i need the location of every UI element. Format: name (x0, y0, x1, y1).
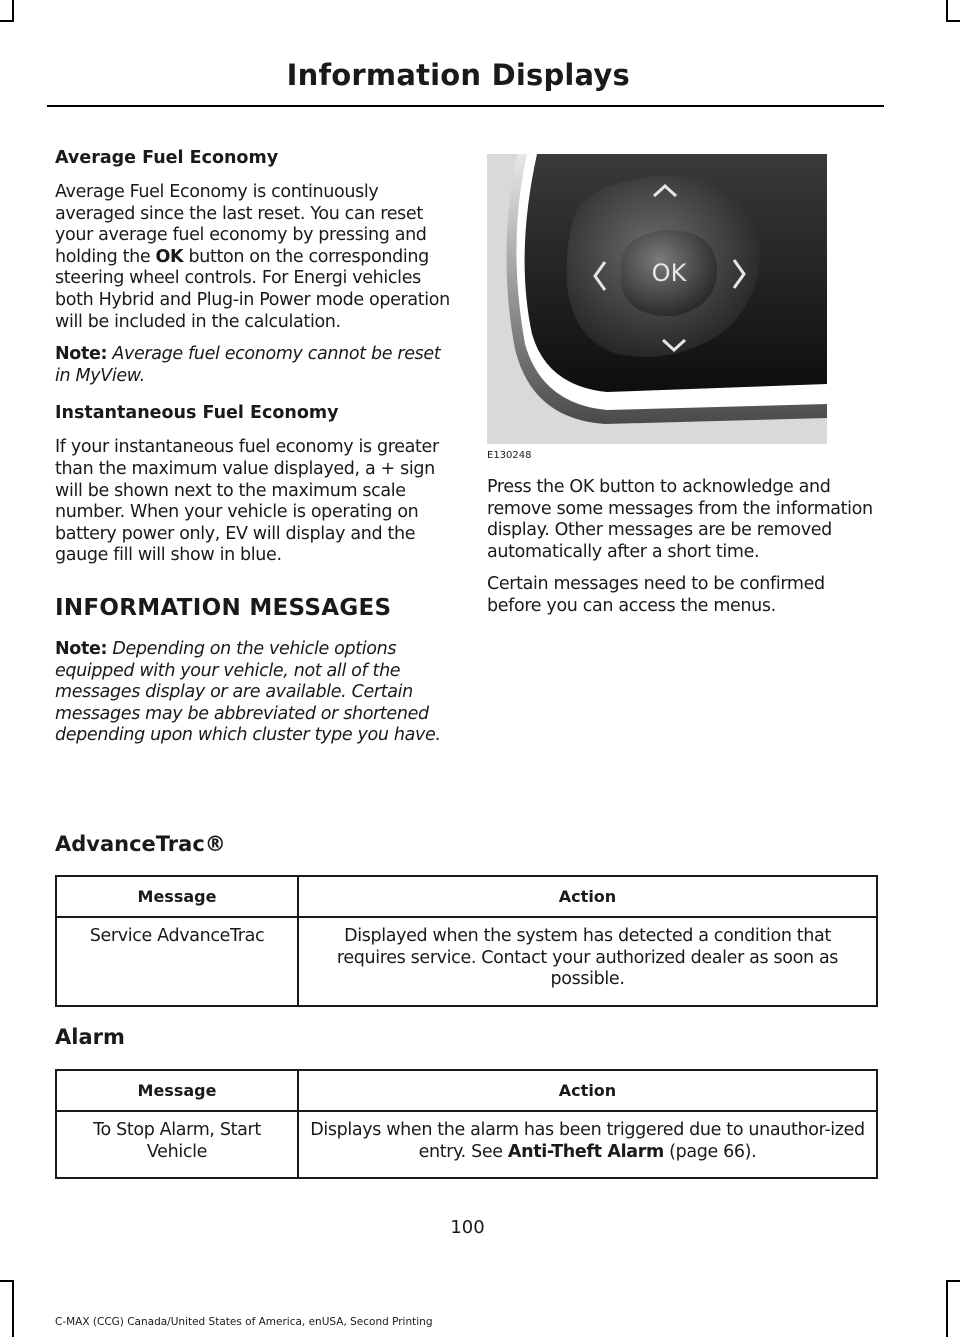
column-header-message: Message (56, 1070, 298, 1111)
instantaneous-fuel-economy-text: If your instantaneous fuel economy is greater than the maximum value displayed, a + sign will be shown next to the maximum scale number. When your vehicle is operating on battery power only, EV will display and the gauge fill will show in blue. (55, 437, 439, 566)
crop-mark (12, 0, 14, 22)
right-column (487, 154, 877, 629)
advancetrac-heading: AdvanceTrac® (55, 832, 226, 856)
ok-button-label: OK (651, 259, 687, 287)
crop-mark (0, 20, 14, 22)
crop-mark (946, 1280, 948, 1337)
table-header-row (56, 1070, 877, 1111)
crop-mark (0, 1280, 14, 1282)
confirm-messages-text: Certain messages need to be confirmed before you can access the menus. (487, 574, 825, 616)
crop-mark (946, 0, 948, 22)
crop-mark (12, 1280, 14, 1337)
table-row (56, 1111, 877, 1178)
column-header-action: Action (298, 1070, 877, 1111)
steering-wheel-controls-illustration (487, 154, 827, 444)
crop-mark (946, 20, 960, 22)
alarm-heading: Alarm (55, 1025, 125, 1049)
average-fuel-economy-note: Note: Average fuel economy cannot be reset in MyView. (55, 344, 441, 386)
table-header-row (56, 876, 877, 917)
action-cell: Displays when the alarm has been triggered due to unauthor-ized entry. See Anti-Theft Alarm (page 66). (298, 1111, 877, 1178)
message-cell: Service AdvanceTrac (56, 917, 298, 1006)
crop-mark (946, 1280, 960, 1282)
page-number: 100 (450, 1217, 485, 1238)
message-cell: To Stop Alarm, Start Vehicle (56, 1111, 298, 1178)
header-rule (47, 105, 884, 107)
information-messages-note: Note: Depending on the vehicle options equipped with your vehicle, not all of the messages display or are available. Certain messages may be abbreviated or shortened depending upon which cluster type you have. (55, 638, 441, 746)
action-cell: Displayed when the system has detected a condition that requires service. Contact your authorized dealer as soon as possible. (298, 917, 877, 1006)
column-header-message: Message (56, 876, 298, 917)
figure-code: E130248 (487, 450, 532, 461)
left-column (55, 146, 450, 761)
footer-text: C-MAX (CCG) Canada/United States of America, enUSA, Second Printing (55, 1316, 433, 1328)
ok-button-instructions: Press the OK button to acknowledge and remove some messages from the information display. Other messages are be removed automatically after a short time. (487, 477, 873, 562)
table-row (56, 917, 877, 1006)
advancetrac-table (55, 875, 878, 1007)
column-header-action: Action (298, 876, 877, 917)
average-fuel-economy-text: Average Fuel Economy is continuously averaged since the last reset. You can reset your average fuel economy by pressing and holding the OK button on the corresponding steering wheel controls. For Energi vehicles both Hybrid and Plug-in Power mode operation will be included in the calculation. (55, 182, 450, 332)
information-messages-heading: INFORMATION MESSAGES (55, 594, 392, 621)
average-fuel-economy-heading: Average Fuel Economy (55, 148, 279, 168)
steering-wheel-controls-figure (487, 154, 827, 444)
instantaneous-fuel-economy-heading: Instantaneous Fuel Economy (55, 403, 339, 424)
page-title: Information Displays (286, 58, 630, 92)
alarm-table (55, 1069, 878, 1179)
anti-theft-alarm-link[interactable]: Anti-Theft Alarm (507, 1141, 664, 1162)
